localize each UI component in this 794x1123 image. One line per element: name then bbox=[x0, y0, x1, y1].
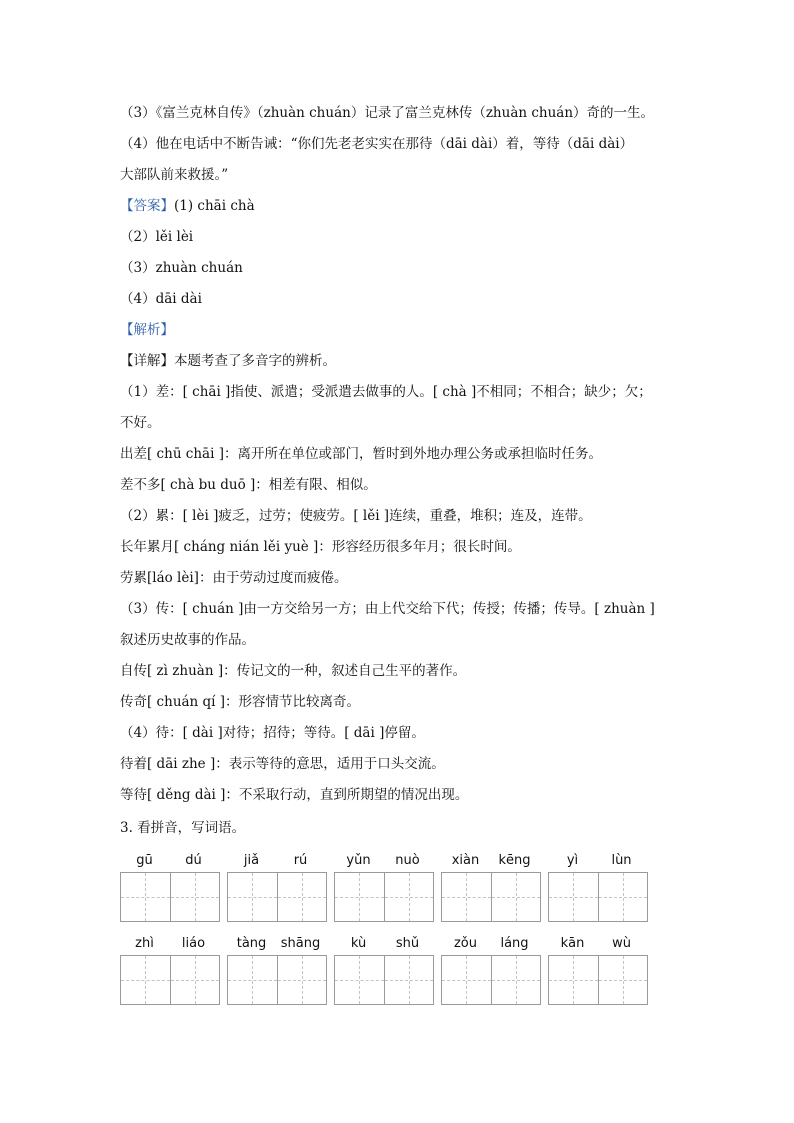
pinyin-label: liáo bbox=[181, 936, 206, 951]
pinyin-label: jiǎ bbox=[243, 853, 260, 868]
answer-1: (1) chāi chà bbox=[174, 198, 255, 214]
writing-box[interactable] bbox=[549, 956, 598, 1004]
analysis-line: 差不多[ chà bu duō ]：相差有限、相似。 bbox=[120, 477, 377, 493]
writing-box[interactable] bbox=[491, 956, 540, 1004]
answer-4: （4）dāi dài bbox=[120, 291, 202, 307]
writing-box[interactable] bbox=[121, 956, 170, 1004]
pinyin-label: shāng bbox=[280, 936, 321, 951]
analysis-line: 不好。 bbox=[120, 415, 161, 431]
writing-box[interactable] bbox=[598, 873, 647, 921]
word-group bbox=[334, 933, 434, 1005]
analysis-line: （3）传：[ chuán ]由一方交给另一方；由上代交给下代；传授；传播；传导。[ zhuàn ] bbox=[120, 601, 655, 617]
answer-2: （2）lěi lèi bbox=[120, 229, 194, 245]
pinyin-label: wù bbox=[612, 936, 631, 951]
pinyin-label: shǔ bbox=[395, 936, 420, 951]
analysis-line: 自传[ zì zhuàn ]：传记文的一种，叙述自己生平的著作。 bbox=[120, 663, 467, 679]
writing-box[interactable] bbox=[335, 956, 384, 1004]
word-group bbox=[120, 850, 220, 922]
writing-box[interactable] bbox=[228, 956, 277, 1004]
pinyin-label: zhì bbox=[135, 936, 154, 951]
question-line-3: （3）《富兰克林自传》（zhuàn chuán）记录了富兰克林传（zhuàn chuán）奇的一生。 bbox=[120, 105, 655, 121]
pinyin-label: yì bbox=[566, 853, 579, 868]
analysis-line: 长年累月[ cháng nián lěi yuè ]：形容经历很多年月；很长时间。 bbox=[120, 539, 521, 555]
pinyin-label: xiàn bbox=[451, 853, 480, 868]
writing-box[interactable] bbox=[442, 956, 491, 1004]
analysis-line: 传奇[ chuán qí ]：形容情节比较离奇。 bbox=[120, 694, 361, 710]
writing-box[interactable] bbox=[277, 873, 326, 921]
writing-box[interactable] bbox=[228, 873, 277, 921]
pinyin-label: kēng bbox=[498, 853, 531, 868]
pinyin-label: láng bbox=[500, 936, 529, 951]
detail-label: 【详解】 bbox=[120, 353, 174, 369]
analysis-label: 【解析】 bbox=[120, 322, 174, 338]
analysis-line: 等待[ děng dài ]：不采取行动，直到所期望的情况出现。 bbox=[120, 787, 469, 803]
pinyin-row-1 bbox=[120, 850, 655, 922]
word-group bbox=[334, 850, 434, 922]
pinyin-label: tàng bbox=[236, 936, 267, 951]
answer-3: （3）zhuàn chuán bbox=[120, 260, 243, 276]
word-group bbox=[441, 850, 541, 922]
analysis-line: 待着[ dāi zhe ]：表示等待的意思，适用于口头交流。 bbox=[120, 756, 445, 772]
question-line-4: （4）他在电话中不断告诫：“你们先老老实实在那待（dāi dài）着，等待（dāi dài） bbox=[120, 136, 634, 152]
pinyin-label: yǔn bbox=[346, 853, 371, 868]
answer-line-1 bbox=[120, 196, 255, 216]
detail-text: 本题考查了多音字的辨析。 bbox=[174, 353, 336, 369]
word-group bbox=[548, 933, 648, 1005]
word-group bbox=[441, 933, 541, 1005]
pinyin-label: kù bbox=[350, 936, 367, 951]
writing-box[interactable] bbox=[384, 956, 433, 1004]
pinyin-row-2 bbox=[120, 933, 655, 1005]
writing-box[interactable] bbox=[170, 873, 219, 921]
analysis-line: 劳累[láo lèi]：由于劳动过度而疲倦。 bbox=[120, 570, 348, 586]
answer-label: 【答案】 bbox=[120, 198, 174, 214]
writing-box[interactable] bbox=[335, 873, 384, 921]
writing-box[interactable] bbox=[491, 873, 540, 921]
writing-box[interactable] bbox=[598, 956, 647, 1004]
writing-box[interactable] bbox=[384, 873, 433, 921]
word-group bbox=[548, 850, 648, 922]
analysis-line: 叙述历史故事的作品。 bbox=[120, 632, 255, 648]
pinyin-label: nuò bbox=[395, 853, 420, 868]
detail-line bbox=[120, 351, 336, 371]
pinyin-label: kān bbox=[560, 936, 585, 951]
analysis-line: （1）差：[ chāi ]指使、派遣；受派遣去做事的人。[ chà ]不相同；不相合；缺少；欠； bbox=[120, 384, 652, 400]
pinyin-label: dú bbox=[185, 853, 202, 868]
pinyin-label: zǒu bbox=[453, 936, 478, 951]
writing-box[interactable] bbox=[442, 873, 491, 921]
question-line-4-cont: 大部队前来救援。” bbox=[120, 167, 229, 183]
analysis-line: （4）待：[ dài ]对待；招待；等待。[ dāi ]停留。 bbox=[120, 725, 425, 741]
writing-box[interactable] bbox=[549, 873, 598, 921]
question-3-title: 3. 看拼音，写词语。 bbox=[120, 820, 246, 836]
writing-box[interactable] bbox=[121, 873, 170, 921]
word-group bbox=[227, 850, 327, 922]
writing-box[interactable] bbox=[277, 956, 326, 1004]
writing-box[interactable] bbox=[170, 956, 219, 1004]
pinyin-label: rú bbox=[293, 853, 308, 868]
analysis-line: 出差[ chū chāi ]：离开所在单位或部门，暂时到外地办理公务或承担临时任务。 bbox=[120, 446, 602, 462]
analysis-line: （2）累：[ lèi ]疲乏，过劳；使疲劳。[ lěi ]连续，重叠，堆积；连及，连带。 bbox=[120, 508, 592, 524]
word-group bbox=[120, 933, 220, 1005]
pinyin-label: gū bbox=[136, 853, 153, 868]
pinyin-label: lùn bbox=[611, 853, 632, 868]
word-group bbox=[227, 933, 327, 1005]
